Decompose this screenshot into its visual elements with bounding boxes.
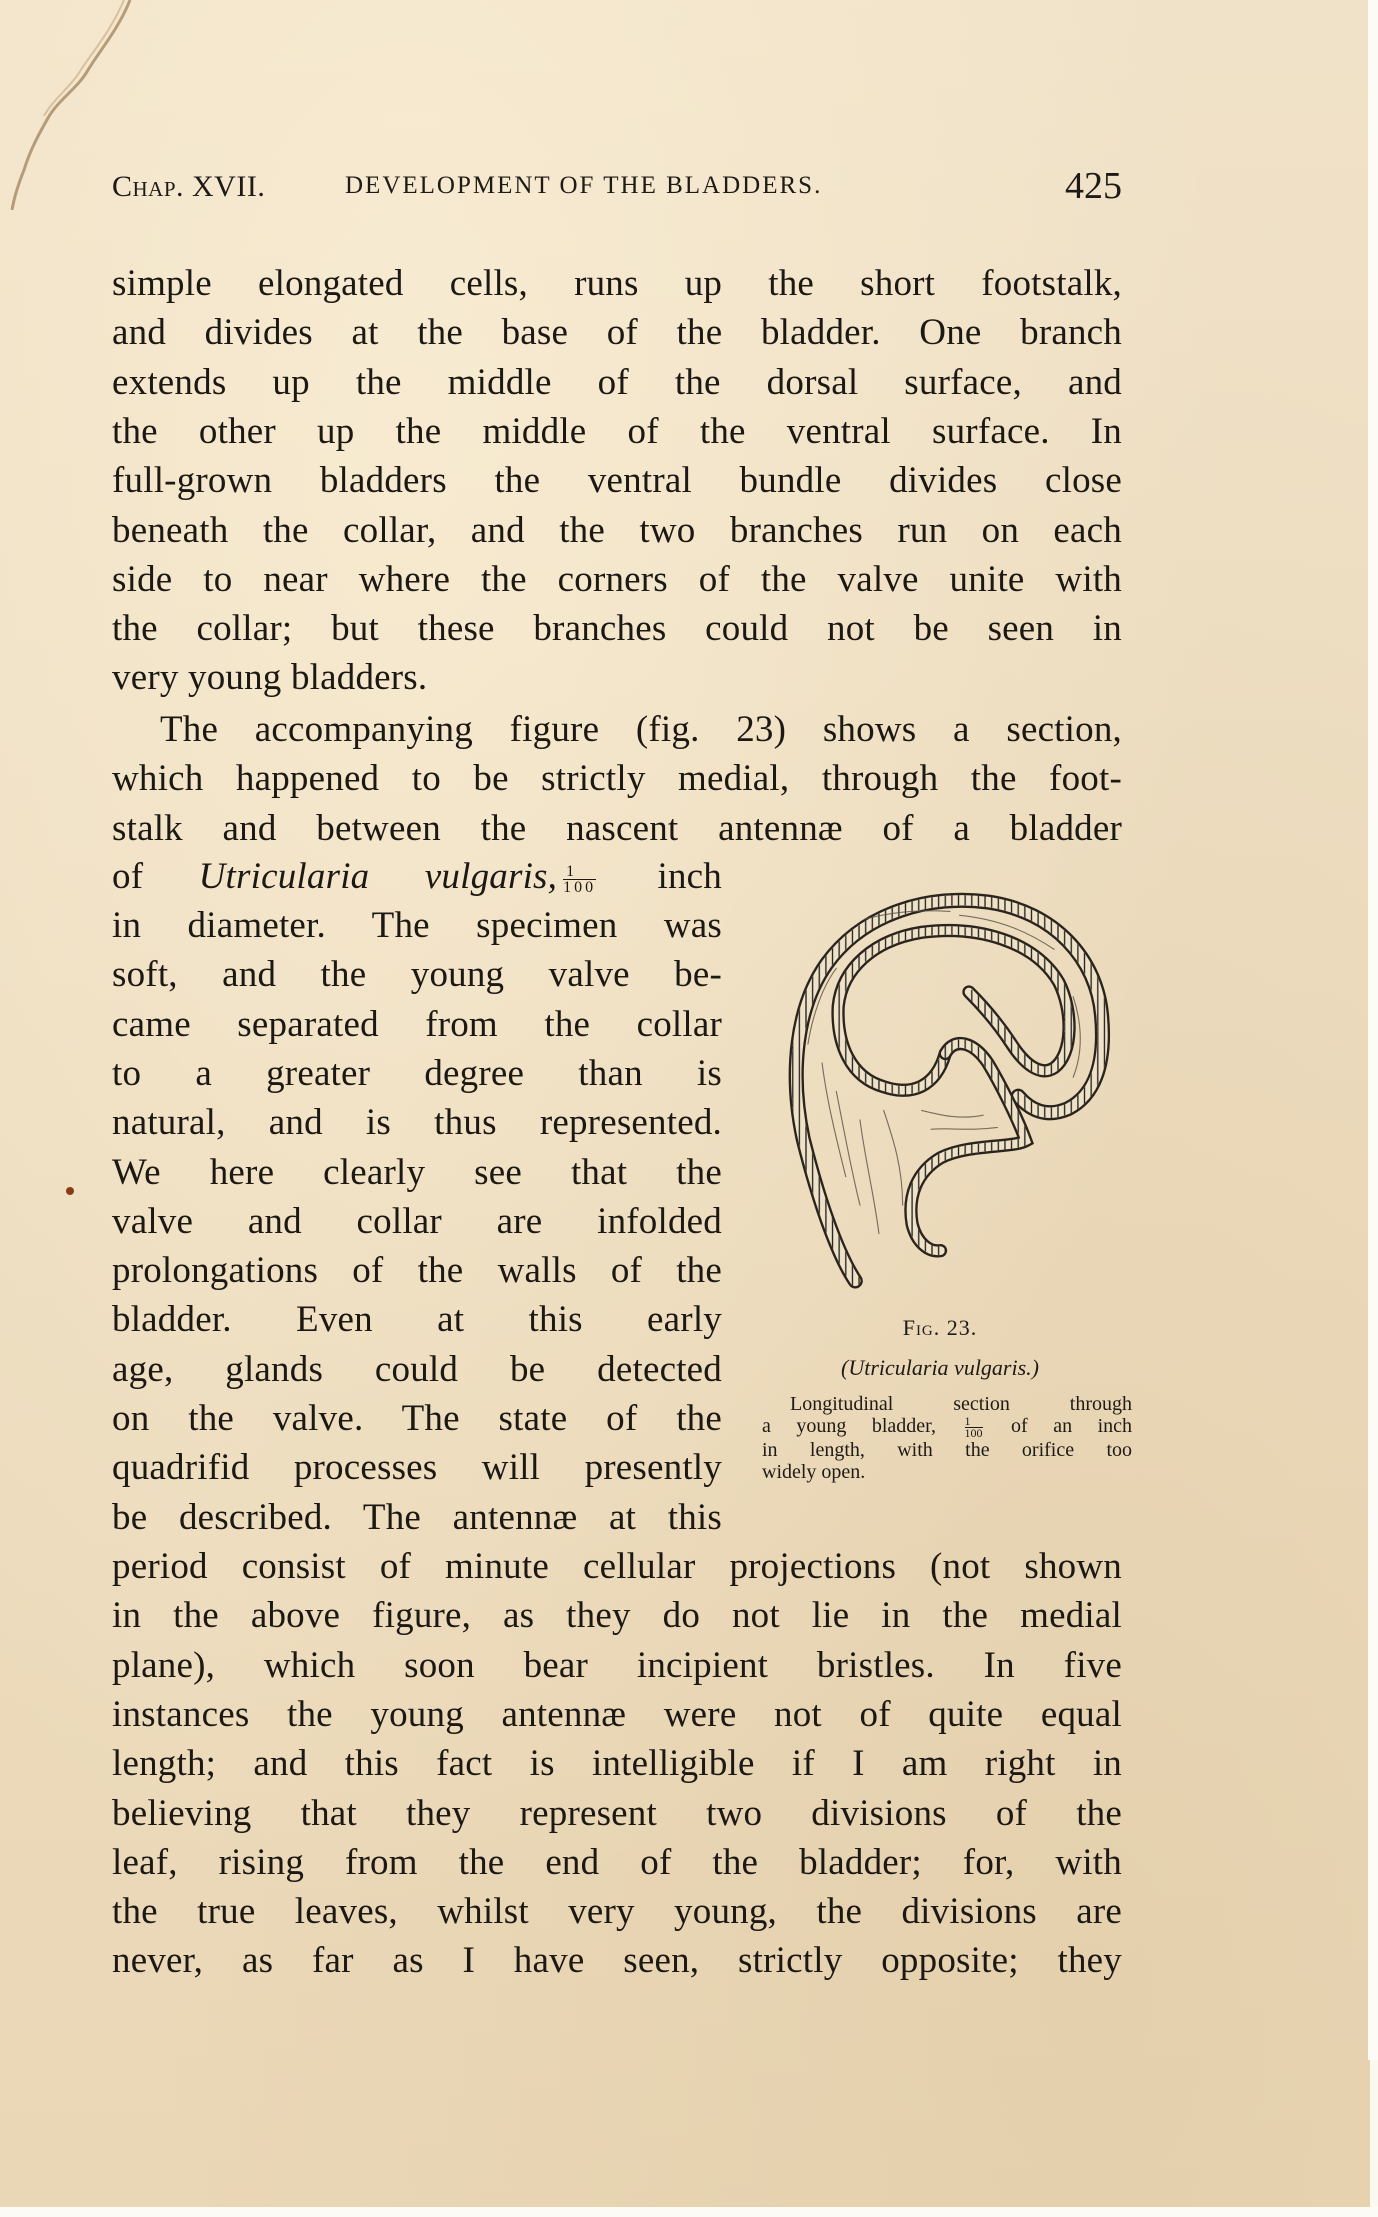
fraction-denominator: 100 bbox=[563, 879, 597, 897]
text-line: The accompanying figure (fig. 23) shows a section, bbox=[160, 709, 1122, 750]
running-title: DEVELOPMENT OF THE BLADDERS. bbox=[345, 172, 823, 199]
text-line: in the above figure, as they do not lie in the medial bbox=[112, 1595, 1122, 1637]
scan-edge bbox=[0, 2207, 1378, 2217]
text-line: in diameter. The specimen was bbox=[112, 905, 722, 946]
caption-fraction bbox=[964, 1413, 983, 1440]
text-line: simple elongated cells, runs up the short footstalk, bbox=[112, 263, 1122, 304]
text-line-wrap-first bbox=[112, 855, 722, 901]
scan-edge bbox=[1368, 0, 1378, 2060]
running-header bbox=[112, 165, 1122, 210]
text-line: natural, and is thus represented. bbox=[112, 1102, 722, 1144]
caption-fragment: a young bladder, bbox=[762, 1415, 937, 1437]
text-line: stalk and between the nascent antennæ of a bladder bbox=[112, 807, 1122, 849]
text-line: to a greater degree than is bbox=[112, 1052, 722, 1094]
text-line: period consist of minute cellular projections (not shown bbox=[112, 1546, 1122, 1587]
text-line: beneath the collar, and the two branches run on each bbox=[112, 509, 1122, 551]
fraction-numerator: 1 bbox=[965, 1416, 983, 1428]
text-line: instances the young antennæ were not of quite equal bbox=[112, 1693, 1122, 1735]
caption-line: widely open. bbox=[762, 1460, 866, 1483]
caption-line: in length, with the orifice too bbox=[762, 1438, 1132, 1461]
species-name: Utricularia vulgaris, bbox=[198, 856, 558, 897]
text-line: valve and collar are infolded bbox=[112, 1200, 722, 1242]
text-line: and divides at the base of the bladder. One branch bbox=[112, 312, 1122, 354]
fraction bbox=[563, 864, 596, 895]
fraction-numerator: 1 bbox=[563, 864, 596, 880]
page-number: 425 bbox=[1065, 165, 1122, 207]
text-line: came separated from the collar bbox=[112, 1003, 722, 1045]
text-line: prolongations of the walls of the bbox=[112, 1250, 722, 1292]
text-line: length; and this fact is intelligible if I am right in bbox=[112, 1743, 1122, 1785]
text-line: which happened to be strictly medial, through the foot- bbox=[112, 758, 1122, 800]
figure-caption bbox=[762, 1393, 1132, 1483]
figure-species: (Utricularia vulgaris.) bbox=[841, 1355, 1039, 1380]
text-line: never, as far as I have seen, strictly opposite; they bbox=[112, 1940, 1122, 1982]
text-line: side to near where the corners of the valve unite with bbox=[112, 558, 1122, 600]
text-line: bladder. Even at this early bbox=[112, 1299, 722, 1341]
figure-title: Fig. 23. bbox=[902, 1315, 978, 1340]
caption-line bbox=[762, 1415, 1132, 1439]
fraction-denominator: 100 bbox=[964, 1425, 983, 1440]
ink-stain bbox=[66, 1187, 74, 1195]
text-line: plane), which soon bear incipient bristles. In five bbox=[112, 1644, 1122, 1686]
text-line: leaf, rising from the end of the bladder; for, with bbox=[112, 1841, 1122, 1883]
chapter-label: Chap. XVII. bbox=[112, 170, 266, 203]
text-line: be described. The antennæ at this bbox=[112, 1496, 722, 1538]
text-line: extends up the middle of the dorsal surface, and bbox=[112, 361, 1122, 403]
caption-fragment: of an inch bbox=[1011, 1415, 1133, 1437]
text-line: the collar; but these branches could not be seen in bbox=[112, 608, 1122, 650]
text-line: on the valve. The state of the bbox=[112, 1398, 722, 1439]
text-line: age, glands could be detected bbox=[112, 1348, 722, 1390]
text-line: soft, and the young valve be- bbox=[112, 954, 722, 996]
text-line: the true leaves, whilst very young, the divisions are bbox=[112, 1891, 1122, 1933]
text-fragment: inch bbox=[602, 856, 723, 897]
text-line: full-grown bladders the ventral bundle divides close bbox=[112, 460, 1122, 502]
caption-line: Longitudinal section through bbox=[790, 1393, 1132, 1415]
text-fragment: of bbox=[112, 856, 199, 897]
text-line: the other up the middle of the ventral surface. In bbox=[112, 410, 1122, 452]
text-line: We here clearly see that the bbox=[112, 1151, 722, 1193]
text-line: very young bladders. bbox=[112, 657, 428, 699]
text-line: quadrifid processes will presently bbox=[112, 1447, 722, 1489]
text-line: believing that they represent two divisions of the bbox=[112, 1792, 1122, 1834]
outer-wall bbox=[796, 900, 1102, 1281]
bladder-section-illustration bbox=[770, 872, 1130, 1292]
